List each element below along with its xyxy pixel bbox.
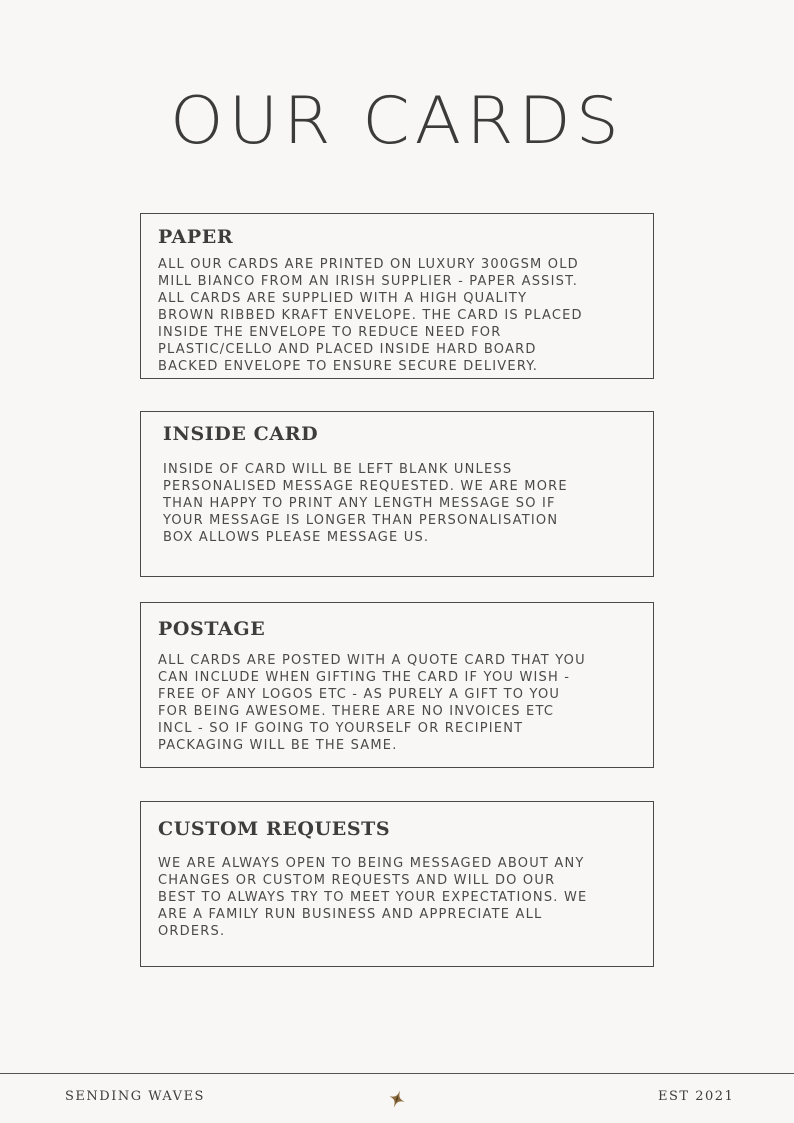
- section-heading-custom-requests: CUSTOM REQUESTS: [158, 818, 391, 840]
- section-heading-paper: PAPER: [158, 226, 234, 248]
- section-heading-inside-card: INSIDE CARD: [163, 423, 319, 445]
- footer-established: EST 2021: [658, 1089, 735, 1104]
- section-body-inside-card: INSIDE OF CARD WILL BE LEFT BLANK UNLESS PERSONALISED MESSAGE REQUESTED. WE ARE MORE THAN HAPPY TO PRINT ANY LENGTH MESSAGE SO IF YOUR MESSAGE IS LONGER THAN PERSONALISATION BOX ALLOWS PLEASE MESSAGE US.: [163, 462, 568, 545]
- section-body-postage: ALL CARDS ARE POSTED WITH A QUOTE CARD THAT YOU CAN INCLUDE WHEN GIFTING THE CARD IF YOU WISH - FREE OF ANY LOGOS ETC - AS PURELY A GIFT TO YOU FOR BEING AWESOME. THERE ARE NO INVOICES ETC INCL - SO IF GOING TO YOURSELF OR RECIPIENT PACKAGING WILL BE THE SAME.: [158, 653, 586, 753]
- section-body-paper: ALL OUR CARDS ARE PRINTED ON LUXURY 300GSM OLD MILL BIANCO FROM AN IRISH SUPPLIER - PAPER ASSIST. ALL CARDS ARE SUPPLIED WITH A HIGH QUALITY BROWN RIBBED KRAFT ENVELOPE. THE CARD IS PLACED INSIDE THE ENVELOPE TO REDUCE NEED FOR PLASTIC/CELLO AND PLACED INSIDE HARD BOARD BACKED ENVELOPE TO ENSURE SECURE DELIVERY.: [158, 257, 583, 374]
- postage-section: [140, 602, 654, 768]
- inside-card-section: [140, 411, 654, 577]
- paper-section: [140, 213, 654, 379]
- footer-divider: [0, 1073, 794, 1074]
- four-point-star-icon: [389, 1090, 405, 1108]
- page-title: OUR CARDS: [170, 84, 624, 160]
- section-body-custom-requests: WE ARE ALWAYS OPEN TO BEING MESSAGED ABOUT ANY CHANGES OR CUSTOM REQUESTS AND WILL DO OUR BEST TO ALWAYS TRY TO MEET YOUR EXPECTATIONS. WE ARE A FAMILY RUN BUSINESS AND APPRECIATE ALL ORDERS.: [158, 856, 588, 939]
- custom-requests-section: [140, 801, 654, 967]
- section-heading-postage: POSTAGE: [158, 618, 266, 640]
- footer-brand: SENDING WAVES: [65, 1089, 205, 1104]
